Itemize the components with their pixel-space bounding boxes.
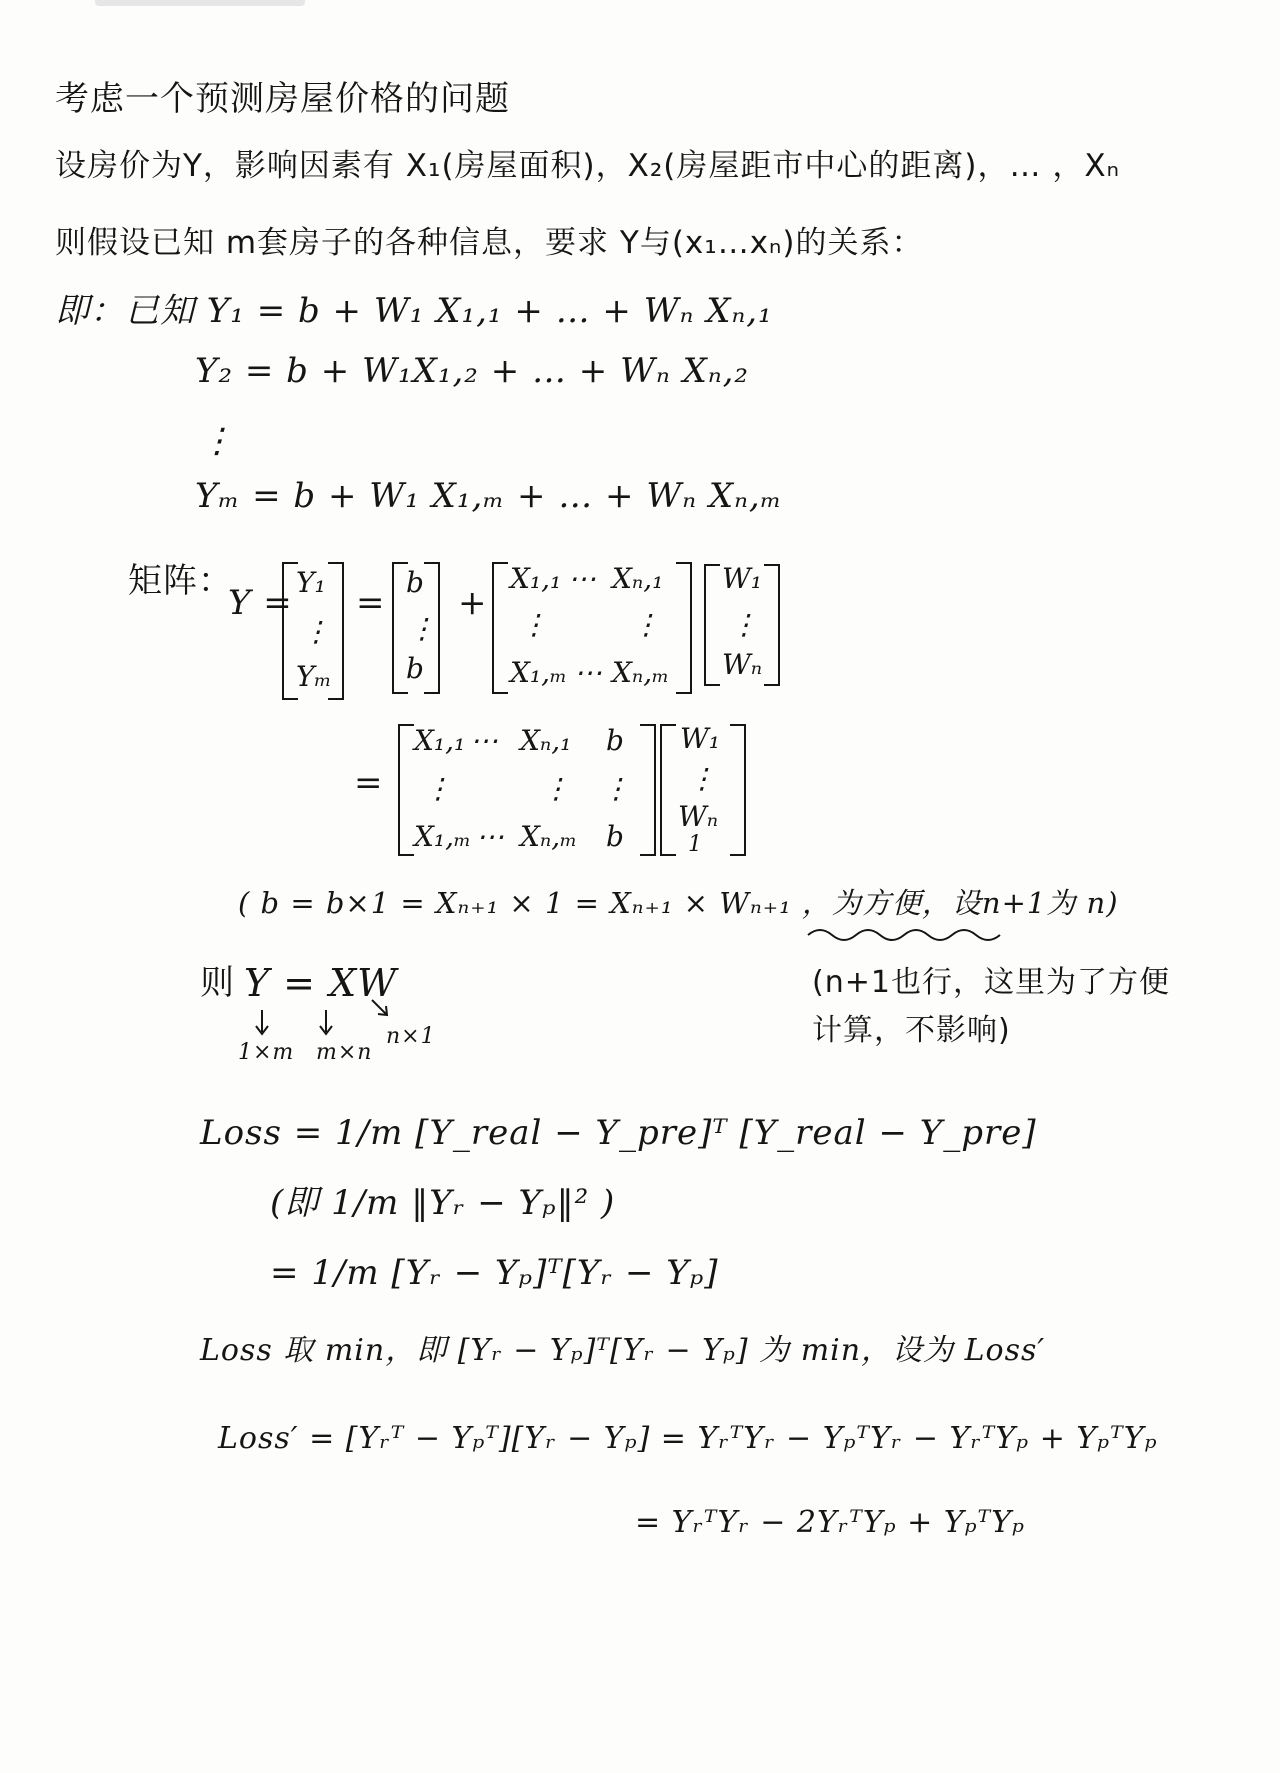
plus-sign: + xyxy=(458,583,488,623)
y-equals: Y = xyxy=(228,583,293,623)
matrix-x-cell: ⋯ xyxy=(574,656,602,689)
matrix-xb-cell: ⋮ xyxy=(602,772,630,805)
matrix-w-cell: Wₙ xyxy=(722,648,763,681)
matrix-w1-cell: W₁ xyxy=(680,722,721,755)
arrow-w-down xyxy=(372,1000,387,1015)
matrix-y-cell: Y₁ xyxy=(296,566,326,599)
arrow-x-down xyxy=(320,1010,332,1034)
matrix-w1-cell: ⋮ xyxy=(688,762,716,795)
matrix-x-cell: ⋯ xyxy=(568,562,596,595)
equation-vdots: ⋮ xyxy=(200,421,235,461)
matrix-b-cell: ⋮ xyxy=(408,612,436,645)
matrix-b-cell: b xyxy=(406,566,424,599)
equals-sign-2: = xyxy=(354,763,384,803)
then-label: 则 xyxy=(200,963,235,1003)
side-note-line-1: (n+1也行，这里为了方便 xyxy=(812,965,1170,1000)
matrix-x-cell: Xₙ,₁ xyxy=(612,562,664,595)
matrix-y-cell: ⋮ xyxy=(302,615,330,648)
loss-definition: Loss = 1/m [Y_real − Y_pre]ᵀ [Y_real − Y_pre] xyxy=(200,1113,1037,1153)
matrix-xb-cell: b xyxy=(606,724,624,757)
equals-sign: = xyxy=(356,583,386,623)
matrix-x-cell: X₁,ₘ xyxy=(510,656,568,689)
wavy-underline xyxy=(808,930,1000,940)
matrix-x-cell: X₁,₁ xyxy=(510,562,562,595)
matrix-y-cell: Yₘ xyxy=(296,660,332,693)
loss-norm-form: (即 1/m ‖Yᵣ − Yₚ‖² ) xyxy=(270,1183,616,1223)
side-note-line-2: 计算，不影响) xyxy=(812,1013,1011,1048)
matrix-x-cell: Xₙ,ₘ xyxy=(612,656,670,689)
matrix-w-cell: W₁ xyxy=(722,562,763,595)
equation-m: Yₘ = b + W₁ X₁,ₘ + … + Wₙ Xₙ,ₘ xyxy=(195,476,783,516)
arrow-y-down xyxy=(256,1010,268,1034)
matrix-xb-cell: ⋯ xyxy=(470,724,498,757)
matrix-xb-cell: b xyxy=(606,820,624,853)
dimension-y: 1×m xyxy=(238,1040,295,1065)
loss-minimize: Loss 取 min，即 [Yᵣ − Yₚ]ᵀ[Yᵣ − Yₚ] 为 min，设为 Loss′ xyxy=(200,1333,1046,1368)
y-equals-xw: Y = XW xyxy=(244,961,398,1005)
problem-setup: 设房价为Y，影响因素有 X₁(房屋面积)，X₂(房屋距市中心的距离)，… ，Xₙ xyxy=(55,148,1120,184)
loss-prime-expansion: Loss′ = [Yᵣᵀ − Yₚᵀ][Yᵣ − Yₚ] = YᵣᵀYᵣ − YₚᵀYᵣ − YᵣᵀYₚ + YₚᵀYₚ xyxy=(218,1421,1158,1456)
matrix-x-cell: ⋮ xyxy=(520,608,548,641)
matrix-x-cell: ⋮ xyxy=(632,608,660,641)
matrix-w-cell: ⋮ xyxy=(730,608,758,641)
matrix-xb-cell: Xₙ,ₘ xyxy=(520,820,578,853)
equation-2: Y₂ = b + W₁X₁,₂ + … + Wₙ Xₙ,₂ xyxy=(195,351,750,391)
dimension-w: n×1 xyxy=(386,1024,436,1049)
bias-note: ( b = b×1 = Xₙ₊₁ × 1 = Xₙ₊₁ × Wₙ₊₁ ，为方便，设n+1为 n) xyxy=(238,886,1119,920)
problem-goal: 则假设已知 m套房子的各种信息，要求 Y与(x₁…xₙ)的关系： xyxy=(55,225,924,261)
matrix-xb-cell: X₁,₁ xyxy=(414,724,466,757)
loss-prime-simplified: = YᵣᵀYᵣ − 2YᵣᵀYₚ + YₚᵀYₚ xyxy=(635,1505,1026,1540)
loss-expanded: = 1/m [Yᵣ − Yₚ]ᵀ[Yᵣ − Yₚ] xyxy=(270,1253,719,1293)
matrix-w1-cell: Wₙ xyxy=(678,800,719,833)
equation-1: 即：已知 Y₁ = b + W₁ X₁,₁ + … + Wₙ Xₙ,₁ xyxy=(55,291,773,331)
matrix-xb-cell: ⋮ xyxy=(424,772,452,805)
matrix-xb-cell: Xₙ,₁ xyxy=(520,724,572,757)
matrix-b-cell: b xyxy=(406,652,424,685)
problem-title: 考虑一个预测房屋价格的问题 xyxy=(55,79,510,119)
matrix-xb-cell: X₁,ₘ xyxy=(414,820,472,853)
matrix-xb-cell: ⋯ xyxy=(476,820,504,853)
matrix-xb-cell: ⋮ xyxy=(542,772,570,805)
matrix-label: 矩阵： xyxy=(128,561,233,601)
matrix-w1-cell: 1 xyxy=(688,832,702,857)
dimension-x: m×n xyxy=(316,1040,373,1065)
